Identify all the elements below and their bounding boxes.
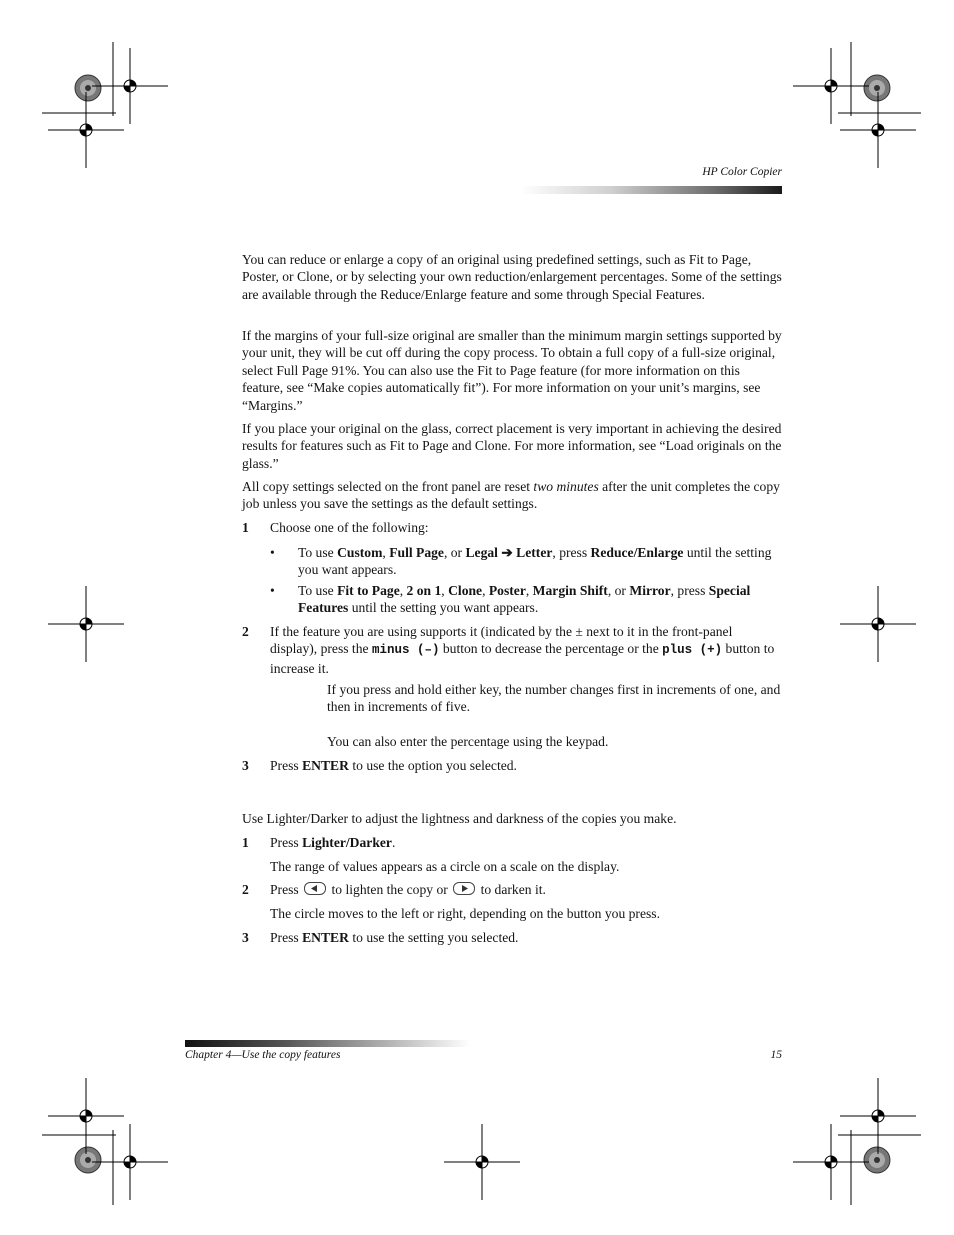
step-number: 3 [242, 930, 249, 945]
running-header-title: HP Color Copier [702, 166, 782, 178]
step-number: 2 [242, 882, 249, 897]
bullet-marker: • [270, 545, 275, 560]
left-arrow-button-icon [304, 882, 326, 895]
header-gradient-rule [520, 186, 782, 194]
ld-step-3-text: Press ENTER to use the setting you selected. [270, 930, 519, 945]
ld-step-2-text: Press to lighten the copy or to darken it. [270, 882, 546, 897]
reduce-enlarge-paragraph-1: You can reduce or enlarge a copy of an original using predefined settings, such as Fit to Page, Poster, or Clone, or by selecting your own reduction/enlargement percentages. Some of the settings are available through the Reduce/Enlarge feature and some through Special Features. [242, 252, 782, 302]
right-arrow-button-icon [453, 882, 475, 895]
footer-chapter-title: Chapter 4—Use the copy features [185, 1049, 341, 1061]
step-number: 2 [242, 624, 249, 639]
bullet-special-features: To use Fit to Page, 2 on 1, Clone, Poster, Margin Shift, or Mirror, press Special Features until the setting you want appears. [298, 583, 751, 616]
arrow-icon: ➔ [501, 545, 513, 560]
step-number: 3 [242, 758, 249, 773]
bullet-marker: • [270, 583, 275, 598]
reduce-enlarge-paragraph-3: If you place your original on the glass, correct placement is very important in achieving the desired results for features such as Fit to Page and Clone. For more information, see “Load originals on the glass.” [242, 421, 782, 471]
note-keypad: You can also enter the percentage using the keypad. [327, 734, 609, 749]
step-1-text: Choose one of the following: [270, 520, 429, 535]
note-hold-key: If you press and hold either key, the number changes first in increments of one, and then in increments of five. [327, 682, 781, 715]
bullet-custom-fullpage: To use Custom, Full Page, or Legal ➔ Letter, press Reduce/Enlarge until the setting you want appears. [298, 545, 772, 578]
step-3-text: Press ENTER to use the option you selected. [270, 758, 517, 773]
reduce-enlarge-paragraph-4: All copy settings selected on the front panel are reset two minutes after the unit completes the copy job unless you save the settings as the default settings. [242, 479, 780, 512]
step-number: 1 [242, 520, 249, 535]
ld-step-1-text: Press Lighter/Darker. [270, 835, 396, 850]
step-number: 1 [242, 835, 249, 850]
footer-gradient-rule [185, 1040, 470, 1047]
ld-step-1-result: The range of values appears as a circle on a scale on the display. [270, 859, 620, 874]
step-2-text: If the feature you are using supports it (indicated by the ± next to it in the front-panel display), press the minus (–) button to decrease the percentage or the plus (+) button to increase it. [270, 624, 775, 676]
ld-step-2-result: The circle moves to the left or right, depending on the button you press. [270, 906, 660, 921]
page-number: 15 [770, 1049, 782, 1061]
reduce-enlarge-paragraph-2: If the margins of your full-size original are smaller than the minimum margin settings supported by your unit, they will be cut off during the copy process. To obtain a full copy of a full-size original, select Full Page 91%. You can also use the Fit to Page feature (for more information on this feature, see “Make copies automatically fit”). For more information on your unit’s margins, see “Margins.” [242, 328, 782, 413]
lighter-darker-intro: Use Lighter/Darker to adjust the lightness and darkness of the copies you make. [242, 811, 677, 826]
